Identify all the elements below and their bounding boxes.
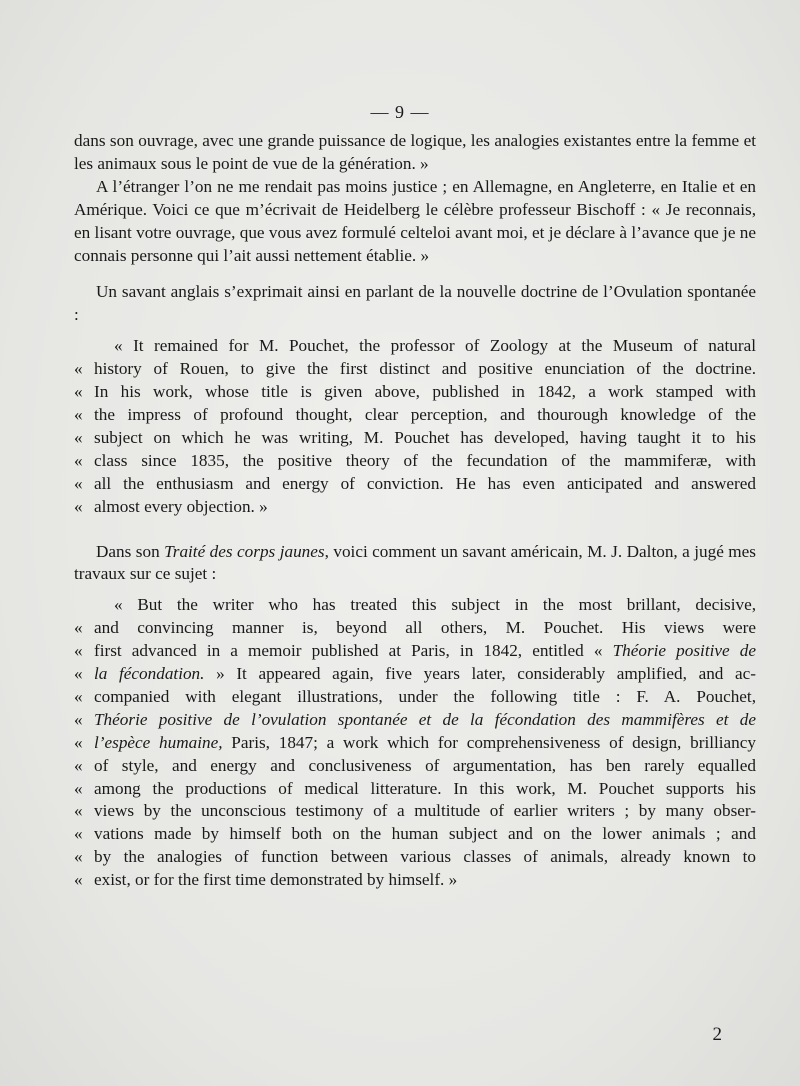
quote2-line-2: « and convincing manner is, beyond all others, M. Pouchet. His views were	[74, 618, 756, 638]
quote-english-2	[74, 594, 756, 892]
quote2-line-11: « vations made by himself both on the human subject and on the lower animals ; and	[74, 824, 756, 844]
quote2-line-7: « l’espèce humaine, Paris, 1847; a work which for comprehensiveness of design, brilliancy	[74, 732, 756, 752]
book-title-traite: Traité des corps jaunes	[164, 541, 325, 561]
quote1-line-4: « the impress of profound thought, clear perception, and thourough knowledge of the	[74, 404, 756, 424]
quote1-line-6: « class since 1835, the positive theory of the fecundation of the mammiferæ, with	[74, 450, 756, 470]
quote2-line-4: « la fécondation. » It appeared again, five years later, considerably amplified, and ac-	[74, 664, 756, 684]
body-text	[74, 130, 756, 892]
quote2-line-6: « Théorie positive de l’ovulation spontanée et de la fécondation des mammifères et de	[74, 709, 756, 729]
quote2-line-1: « But the writer who has treated this subject in the most brillant, decisive,	[114, 595, 756, 615]
quote1-line-7: « all the enthusiasm and energy of conviction. He has even anticipated and answered	[74, 473, 756, 493]
quote1-line-3: « In his work, whose title is given above, published in 1842, a work stamped with	[74, 382, 756, 402]
quote2-line-3: « first advanced in a memoir published at Paris, in 1842, entitled « Théorie positive de	[74, 641, 756, 661]
quote2-line-10: « views by the unconscious testimony of a multitude of earlier writers ; by many obser-	[74, 801, 756, 821]
quote1-line-5: « subject on which he was writing, M. Pouchet has developed, having taught it to his	[74, 427, 756, 447]
paragraph-3: Un savant anglais s’exprimait ainsi en parlant de la nouvelle doctrine de l’Ovulation spontanée :	[74, 282, 756, 325]
quote2-line-5: « companied with elegant illustrations, under the following title : F. A. Pouchet,	[74, 686, 756, 706]
signature-mark: 2	[712, 1024, 722, 1045]
page-number-header: — 9 —	[370, 102, 430, 122]
quote1-line-8: « almost every objection. »	[74, 496, 268, 516]
quote2-line-12: « by the analogies of function between various classes of animals, already known to	[74, 847, 756, 867]
paragraph-1: dans son ouvrage, avec une grande puissance de logique, les analogies existantes entre la femme et les animaux sous le point de vue de la génération. »	[74, 131, 756, 173]
quote2-line-8: « of style, and energy and conclusiveness of argumentation, has ben rarely equalled	[74, 755, 756, 775]
paragraph-2: A l’étranger l’on ne me rendait pas moins justice ; en Allemagne, en Angleterre, en Italie et en Amérique. Voici ce que m’écrivait de Heidelberg le célèbre professeur Bischoff : « Je reconnais, en lisant votre ouvrage, que vous avez formulé celteloi avant moi, et je déclare à l’avance que je ne connais personne qui l’ait aussi nettement établie. »	[74, 176, 756, 265]
quote1-line-1: « It remained for M. Pouchet, the professor of Zoology at the Museum of natural	[114, 336, 756, 356]
quote2-line-13: « exist, or for the first time demonstrated by himself. »	[74, 870, 458, 890]
quote2-line-9: « among the productions of medical litterature. In this work, M. Pouchet supports his	[74, 778, 756, 798]
quote-english-1	[74, 335, 756, 518]
paragraph-5: Dans son Traité des corps jaunes, voici comment un savant américain, M. J. Dalton, a jugé mes travaux sur ce sujet :	[74, 541, 756, 584]
quote1-line-2: « history of Rouen, to give the first distinct and positive enunciation of the doctrine.	[74, 359, 756, 379]
